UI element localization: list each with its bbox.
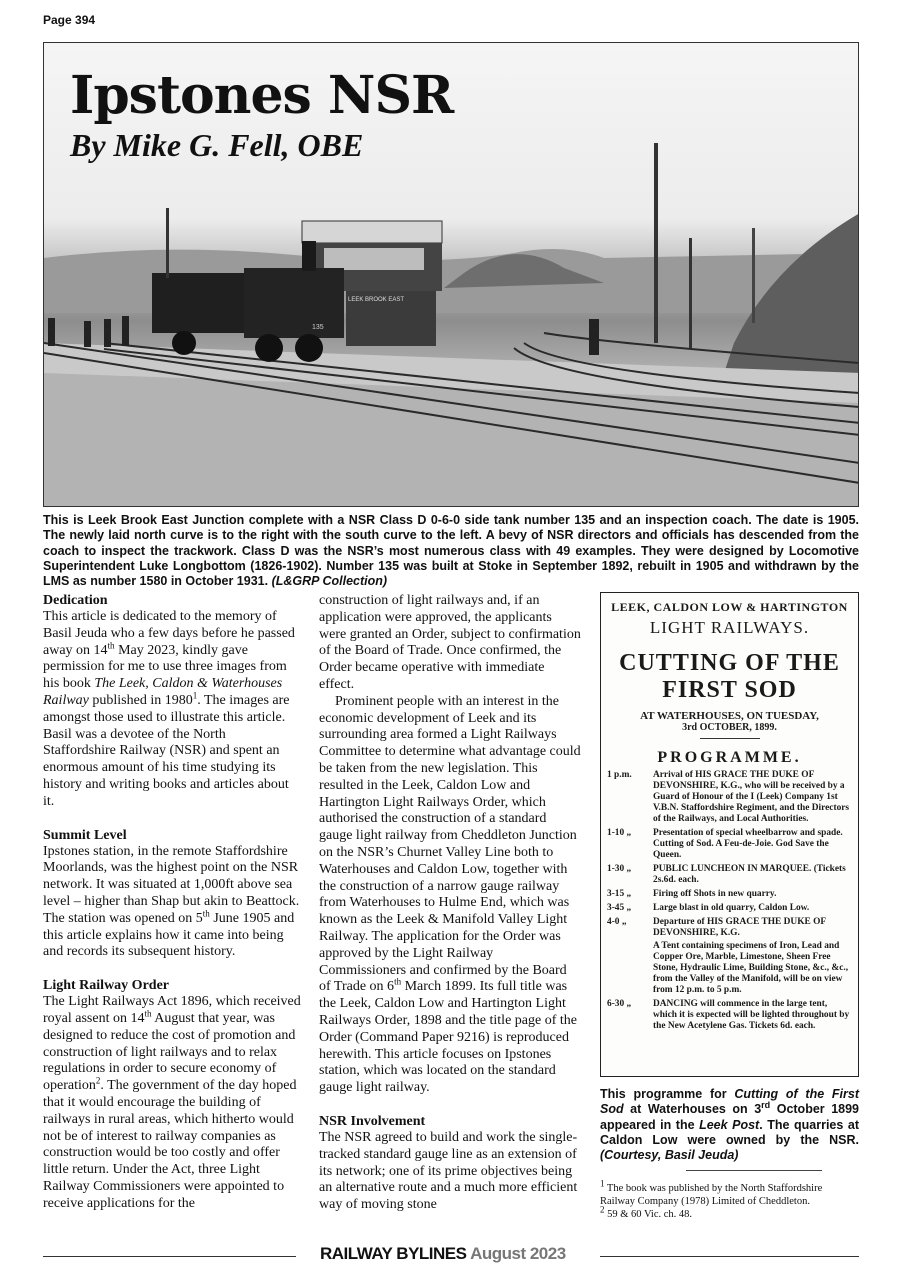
programme-item: 3-15 „ Firing off Shots in new quarry. bbox=[607, 889, 777, 899]
footnote-1: $^1$ The book was published by the North Staffordshire Railway Company (1978) Limited of Cheddleton. bbox=[600, 1178, 823, 1207]
heading-dedication: Dedication bbox=[43, 593, 108, 608]
programme-item: 4-0 „ Departure of HIS GRACE THE DUKE OF DEVONSHIRE, K.G. bbox=[607, 917, 826, 938]
lead-photograph bbox=[43, 42, 859, 507]
article-byline: By Mike G. Fell, OBE bbox=[70, 127, 364, 163]
programme-item: 3-45 „ Large blast in old quarry, Caldon Low. bbox=[607, 903, 810, 913]
programme-line-3: CUTTING OF THE bbox=[619, 650, 840, 676]
programme-line-5: AT WATERHOUSES, ON TUESDAY, bbox=[640, 710, 819, 722]
footnote-divider bbox=[686, 1170, 822, 1171]
page-number: Page 394 bbox=[43, 13, 96, 27]
heading-light-railway-order: Light Railway Order bbox=[43, 978, 169, 994]
programme-tent-note: A Tent containing specimens of Iron, Lead and Copper Ore, Marble, Limestone, Sheen Free Stone, Hydraulic Lime, Building Stone, &c., &c., from the Valley of the Manifold, will be on view from 12 p.m. to 5 p.m. bbox=[653, 941, 849, 995]
heading-nsr-involvement: NSR Involvement bbox=[319, 1113, 426, 1129]
dedication-paragraph: This article is dedicated to the memory of Basil Jeuda who a few days before he passed away on 14th May 2023, kindly gave permission for me to use three images from his book The Leek, Caldon & Waterhouses Railway published in 1980$^1$. The images are amongst those used to illustrate this article. Basil was a devotee of the North Staffordshire Railway (NSR) and spent an enormous amount of his time studying its history and writing books and articles about it. bbox=[43, 609, 295, 809]
programme-item: 1 p.m. Arrival of HIS GRACE THE DUKE OF DEVONSHIRE, K.G., who will be received by a Guard of Honour of the I (Leek) Company 1st V.B.N. Staffordshire Regiment, and the Directors of the Railways, and Local Authorities. bbox=[607, 770, 850, 824]
footer-magazine: RAILWAY BYLINES bbox=[320, 1244, 467, 1263]
photo-credit: (L&GRP Collection) bbox=[271, 574, 388, 589]
programme-heading: PROGRAMME. bbox=[657, 749, 802, 766]
footer-rule-left bbox=[43, 1256, 296, 1257]
article-title: Ipstones NSR bbox=[70, 65, 454, 126]
programme-line-6: 3rd OCTOBER, 1899. bbox=[682, 722, 777, 733]
programme-item: 1-10 „ Presentation of special wheelbarrow and spade. Cutting of Sod. A Feu-de-Joie. God Save the Queen. bbox=[607, 828, 843, 860]
programme-line-1: LEEK, CALDON LOW & HARTINGTON bbox=[611, 600, 848, 614]
order-paragraph-3: Prominent people with an interest in the economic development of Leek and its surrounding area formed a Light Railways Committee to determine what advantage could be taken from the new legislation. This resulted in the Leek, Caldon Low and Hartington Light Railways Order, which authorised the construction of a standard gauge light railway from Cheddleton Junction on the NSR’s Churnet Valley Line both to Waterhouses and Caldon Low, together with the construction of a narrow gauge railway from Waterhouses to Hulme End, which was known as the Leek & Manifold Valley Light Railway. The application for the Order was approved by the Light Railway Commissioners and confirmed by the Board of Trade on 6th March 1899. Its full title was the Leek, Caldon Low and Hartington Light Railways Order, 1898 and the title page of the Order (Command Paper 9216) is reproduced herewith. This article focuses on Ipstones station, which was located on the standard gauge light railway. bbox=[319, 693, 581, 1096]
heading-summit-level: Summit Level bbox=[43, 827, 127, 843]
footnotes bbox=[600, 1178, 859, 1221]
programme-line-2: LIGHT RAILWAYS. bbox=[649, 618, 810, 637]
order-paragraph-1: The Light Railways Act 1896, which received royal assent on 14th August that year, was designed to reduce the cost of promotion and construction of light railways and to relax regulations in order to secure economy of operation$^2$. The government of the day hoped that it would encourage the building of railways in rural areas, which hitherto would not be of interest to railway companies as construction would be too costly and offer little return. Under the Act, three Light Railway Commissioners were appointed to receive applications for the bbox=[43, 994, 301, 1211]
signal-box-sign: LEEK BROOK EAST bbox=[348, 297, 405, 303]
text-column-2 bbox=[319, 593, 581, 1214]
programme-line-4: FIRST SOD bbox=[662, 677, 797, 703]
footer-rule-right bbox=[600, 1256, 859, 1257]
nsr-paragraph: The NSR agreed to build and work the single-tracked standard gauge line as an extension of its network; one of its prime objectives being an alternative route and a much more efficient way of moving stone bbox=[319, 1129, 578, 1213]
photo-caption bbox=[43, 513, 859, 589]
locomotive-number: 135 bbox=[312, 324, 324, 331]
order-paragraph-2: construction of light railways and, if an application were approved, the applicants were granted an Order, subject to confirmation of the Board of Trade. Once confirmed, the Order became operative with immediate effect. bbox=[319, 593, 581, 692]
text-column-1 bbox=[43, 593, 301, 1213]
programme-caption: This programme for Cutting of the First Sod at Waterhouses on 3rd October 1899 appeared in the Leek Post. The quarries at Caldon Low were owned by the NSR. (Courtesy, Basil Jeuda) bbox=[600, 1087, 859, 1163]
programme-credit: (Courtesy, Basil Jeuda) bbox=[600, 1148, 739, 1163]
footer-issue: August 2023 bbox=[470, 1244, 566, 1263]
programme-clipping bbox=[600, 592, 859, 1077]
programme-item: 1-30 „ PUBLIC LUNCHEON IN MARQUEE. (Tickets 2s.6d. each. bbox=[607, 864, 846, 885]
summit-paragraph: Ipstones station, in the remote Staffordshire Moorlands, was the highest point on the NSR network. It was situated at 1,000ft above sea level – higher than Shap but akin to Beattock. The station was opened on 5th June 1905 and this article explains how it came into being and records its subsequent history. bbox=[43, 843, 300, 960]
footnote-2: $^2$ 59 & 60 Vic. ch. 48. bbox=[600, 1204, 693, 1220]
photo-caption-text: This is Leek Brook East Junction complete with a NSR Class D 0-6-0 side tank number 135 and an inspection coach. The date is 1905. The newly laid north curve is to the right with the south curve to the left. A bevy of NSR directors and officials has descended from the coach to inspect the trackwork. Class D was the NSR’s most numerous class with 49 examples. They were designed by Locomotive Superintendent Luke Longbottom (1826-1902). Number 135 was built at Stoke in September 1892, rebuilt in 1905 and withdrawn by the LMS as number 1580 in October 1931. bbox=[43, 513, 859, 589]
programme-item: 6-30 „ DANCING will commence in the large tent, which it is expected will be lighted throughout by the New Acetylene Gas. Tickets 6d. each. bbox=[607, 999, 850, 1031]
footer-masthead bbox=[320, 1244, 566, 1264]
